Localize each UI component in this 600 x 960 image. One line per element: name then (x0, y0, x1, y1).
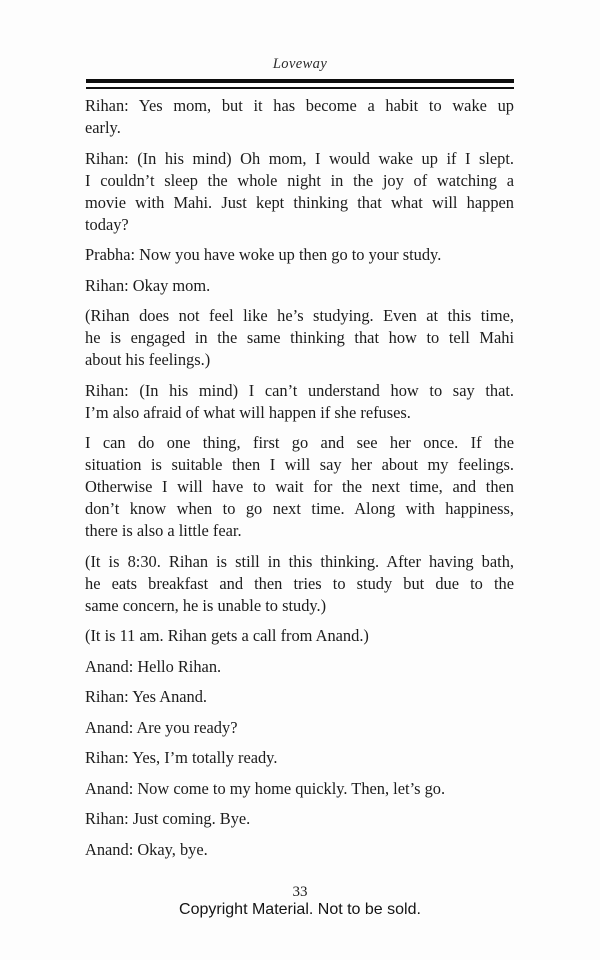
text-line: there is also a little fear. (85, 521, 242, 540)
paragraph (85, 244, 514, 266)
paragraph (85, 778, 514, 800)
paragraph (85, 839, 514, 861)
paragraph (85, 275, 514, 297)
paragraph (85, 686, 514, 708)
text-line: (It is 11 am. Rihan gets a call from Anand.) (85, 626, 369, 645)
text-line: Rihan: Yes mom, but it has become a habit to wake up (85, 96, 514, 115)
copyright-notice: Copyright Material. Not to be sold. (179, 901, 421, 918)
text-line: Anand: Okay, bye. (85, 839, 208, 859)
text-line: Otherwise I will have to wait for the next time, and then (85, 477, 514, 496)
paragraph (85, 551, 514, 617)
text-line: situation is suitable then I will say her about my feelings. (85, 455, 514, 474)
text-line: Rihan: Okay mom. (85, 275, 211, 295)
text-line: Rihan: Just coming. Bye. (85, 809, 251, 828)
text-line: Rihan: Yes, I’m totally ready. (85, 748, 278, 767)
text-line: Anand: Now come to my home quickly. Then, let’s go. (85, 778, 446, 798)
text-line: I’m also afraid of what will happen if she refuses. (85, 402, 411, 422)
text-line: I can do one thing, first go and see her once. If the (85, 433, 514, 452)
paragraph (85, 625, 514, 647)
text-line: Rihan: (In his mind) Oh mom, I would wake up if I slept. (85, 148, 514, 168)
page-body-text (85, 95, 514, 869)
paragraph (85, 305, 514, 371)
text-line: Anand: Are you ready? (85, 717, 238, 737)
paragraph (85, 656, 514, 678)
running-header-title: Loveway (272, 56, 328, 72)
page-number: 33 (292, 884, 308, 900)
header-rule (86, 79, 514, 89)
paragraph (85, 148, 514, 236)
text-line: Rihan: (In his mind) I can’t understand how to say that. (85, 380, 514, 400)
text-line: Prabha: Now you have woke up then go to your study. (85, 245, 442, 264)
paragraph (85, 380, 514, 424)
text-line: same concern, he is unable to study.) (85, 595, 327, 615)
text-line: Anand: Hello Rihan. (85, 656, 222, 676)
paragraph (85, 717, 514, 739)
paragraph (85, 432, 514, 542)
text-line: (Rihan does not feel like he’s studying. Even at this time, (85, 306, 514, 325)
text-line: he is engaged in the same thinking that how to tell Mahi (85, 328, 514, 347)
text-line: movie with Mahi. Just kept thinking that what will happen (85, 192, 514, 212)
text-line: Rihan: Yes Anand. (85, 687, 208, 706)
text-line: today? (85, 214, 129, 234)
paragraph (85, 808, 514, 830)
paragraph (85, 95, 514, 139)
text-line: don’t know when to go next time. Along with happiness, (85, 499, 514, 518)
text-line: early. (85, 118, 121, 137)
text-line: about his feelings.) (85, 350, 211, 369)
text-line: (It is 8:30. Rihan is still in this thinking. After having bath, (85, 551, 514, 571)
paragraph (85, 747, 514, 769)
text-line: he eats breakfast and then tries to study but due to the (85, 573, 514, 593)
text-line: I couldn’t sleep the whole night in the joy of watching a (85, 170, 514, 190)
